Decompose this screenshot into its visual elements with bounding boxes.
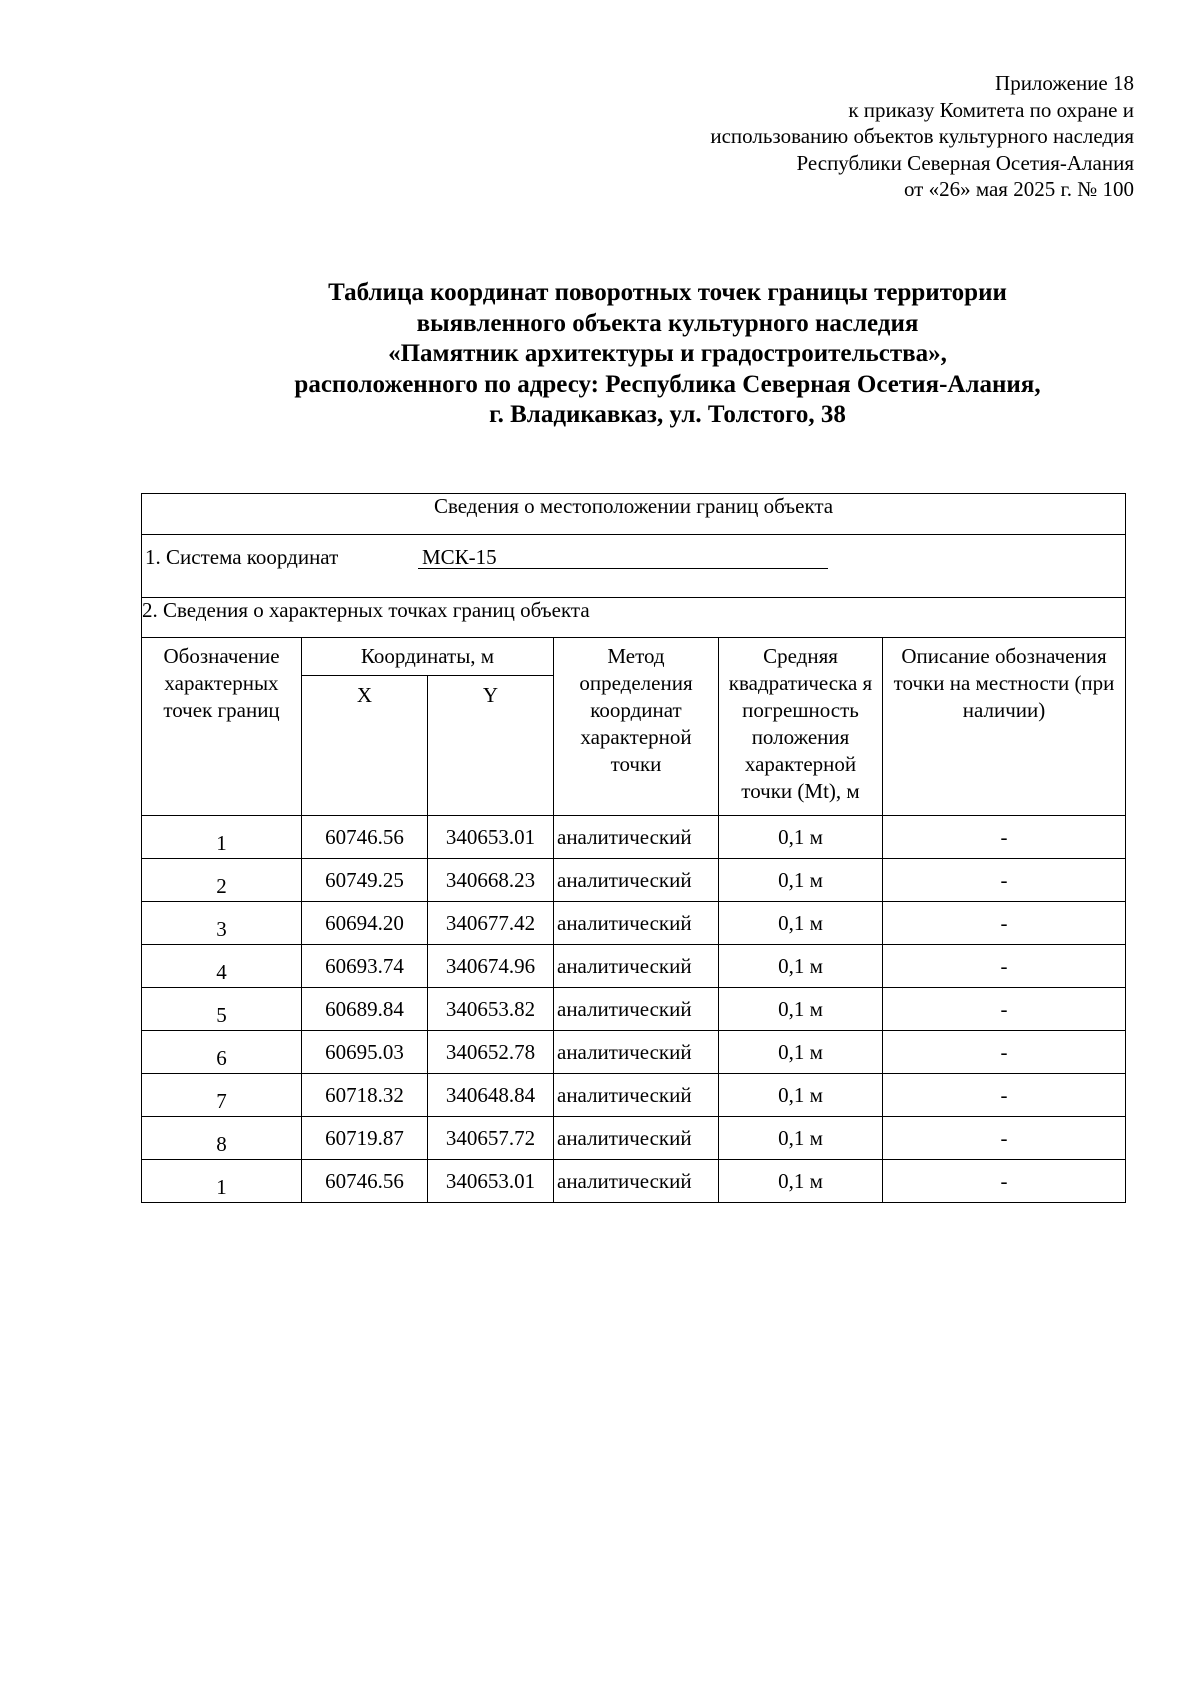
section-title: Сведения о местоположении границ объекта bbox=[142, 494, 1126, 535]
point-number: 2 bbox=[142, 859, 302, 902]
table-row bbox=[142, 902, 1126, 945]
point-number: 8 bbox=[142, 1117, 302, 1160]
error-value: 0,1 м bbox=[719, 988, 883, 1031]
error-value: 0,1 м bbox=[719, 816, 883, 859]
coord-y: 340653.82 bbox=[428, 988, 554, 1031]
coord-x: 60695.03 bbox=[302, 1031, 428, 1074]
description: - bbox=[883, 1117, 1126, 1160]
table-row bbox=[142, 988, 1126, 1031]
table-row bbox=[142, 1160, 1126, 1203]
appendix-line: использованию объектов культурного наследия bbox=[710, 124, 1134, 148]
coord-x: 60718.32 bbox=[302, 1074, 428, 1117]
appendix-header bbox=[710, 70, 1134, 203]
title-line: г. Владикавказ, ул. Толстого, 38 bbox=[489, 401, 846, 428]
header-designation: Обозначение характерных точек границ bbox=[142, 638, 302, 816]
coord-x: 60719.87 bbox=[302, 1117, 428, 1160]
coord-x: 60746.56 bbox=[302, 816, 428, 859]
coord-y: 340677.42 bbox=[428, 902, 554, 945]
table-row bbox=[142, 859, 1126, 902]
point-number: 7 bbox=[142, 1074, 302, 1117]
table-row bbox=[142, 945, 1126, 988]
title-line: расположенного по адресу: Республика Северная Осетия-Алания, bbox=[294, 370, 1041, 398]
coordinate-system-label: 1. Система координат bbox=[145, 545, 339, 569]
coord-y: 340657.72 bbox=[428, 1117, 554, 1160]
coord-x: 60746.56 bbox=[302, 1160, 428, 1203]
point-number: 5 bbox=[142, 988, 302, 1031]
method: аналитический bbox=[554, 1117, 719, 1160]
coord-y: 340653.01 bbox=[428, 1160, 554, 1203]
table-row bbox=[142, 816, 1126, 859]
coord-y: 340653.01 bbox=[428, 816, 554, 859]
error-value: 0,1 м bbox=[719, 1160, 883, 1203]
header-description: Описание обозначения точки на местности (при наличии) bbox=[883, 638, 1126, 816]
appendix-line: от «26» мая 2025 г. № 100 bbox=[903, 177, 1134, 201]
header-y: Y bbox=[428, 676, 554, 816]
coordinate-system-value: МСК-15 bbox=[418, 546, 828, 569]
title-line: «Памятник архитектуры и градостроительства», bbox=[388, 340, 947, 367]
title-line: Таблица координат поворотных точек границы территории bbox=[328, 279, 1007, 306]
table-row bbox=[142, 1117, 1126, 1160]
error-value: 0,1 м bbox=[719, 859, 883, 902]
error-value: 0,1 м bbox=[719, 945, 883, 988]
coord-x: 60693.74 bbox=[302, 945, 428, 988]
appendix-line: к приказу Комитета по охране и bbox=[848, 97, 1134, 122]
header-coordinates: Координаты, м bbox=[302, 638, 554, 676]
error-value: 0,1 м bbox=[719, 1117, 883, 1160]
appendix-line: Приложение 18 bbox=[995, 71, 1134, 95]
coordinate-system-row bbox=[142, 535, 1126, 598]
coord-x: 60689.84 bbox=[302, 988, 428, 1031]
header-x: X bbox=[302, 676, 428, 816]
point-number: 1 bbox=[142, 1160, 302, 1203]
document-title bbox=[0, 278, 1200, 431]
method: аналитический bbox=[554, 816, 719, 859]
error-value: 0,1 м bbox=[719, 1031, 883, 1074]
coord-x: 60694.20 bbox=[302, 902, 428, 945]
coord-y: 340652.78 bbox=[428, 1031, 554, 1074]
point-number: 3 bbox=[142, 902, 302, 945]
method: аналитический bbox=[554, 902, 719, 945]
point-number: 6 bbox=[142, 1031, 302, 1074]
coord-y: 340668.23 bbox=[428, 859, 554, 902]
header-error: Средняя квадратическа я погрешность положения характерной точки (Mt), м bbox=[719, 638, 883, 816]
method: аналитический bbox=[554, 1160, 719, 1203]
header-method: Метод определения координат характерной точки bbox=[554, 638, 719, 816]
table-row bbox=[142, 1074, 1126, 1117]
method: аналитический bbox=[554, 1074, 719, 1117]
error-value: 0,1 м bbox=[719, 1074, 883, 1117]
method: аналитический bbox=[554, 859, 719, 902]
coord-x: 60749.25 bbox=[302, 859, 428, 902]
title-line: выявленного объекта культурного наследия bbox=[416, 309, 919, 337]
coord-y: 340674.96 bbox=[428, 945, 554, 988]
description: - bbox=[883, 945, 1126, 988]
method: аналитический bbox=[554, 1031, 719, 1074]
description: - bbox=[883, 902, 1126, 945]
description: - bbox=[883, 816, 1126, 859]
description: - bbox=[883, 1074, 1126, 1117]
error-value: 0,1 м bbox=[719, 902, 883, 945]
coordinates-table bbox=[141, 493, 1126, 1203]
description: - bbox=[883, 1160, 1126, 1203]
points-section-title: 2. Сведения о характерных точках границ объекта bbox=[142, 598, 1126, 638]
appendix-line: Республики Северная Осетия-Алания bbox=[796, 150, 1134, 175]
point-number: 4 bbox=[142, 945, 302, 988]
coord-y: 340648.84 bbox=[428, 1074, 554, 1117]
description: - bbox=[883, 988, 1126, 1031]
description: - bbox=[883, 859, 1126, 902]
table-row bbox=[142, 1031, 1126, 1074]
method: аналитический bbox=[554, 945, 719, 988]
method: аналитический bbox=[554, 988, 719, 1031]
description: - bbox=[883, 1031, 1126, 1074]
point-number: 1 bbox=[142, 816, 302, 859]
